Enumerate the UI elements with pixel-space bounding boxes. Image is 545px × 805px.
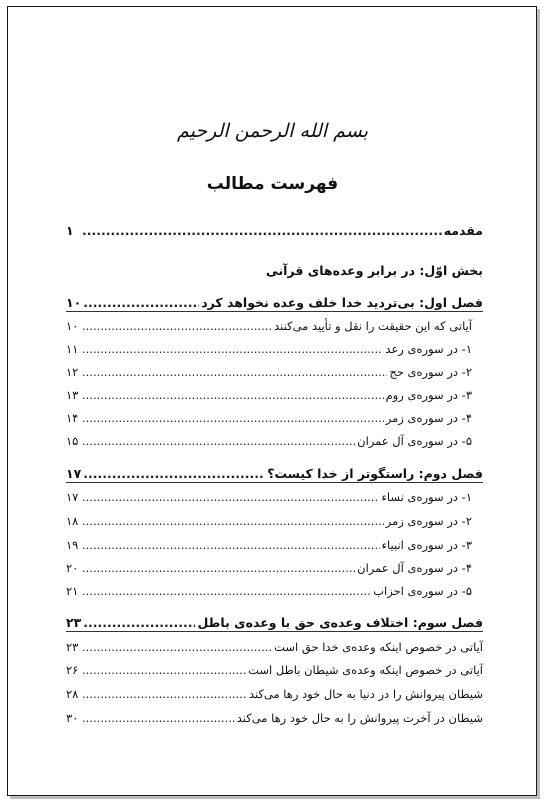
leader-dots (82, 432, 355, 450)
toc-page-number: ۱ (66, 223, 74, 238)
page-title: فهرست مطالب (206, 174, 339, 194)
toc-item-label: ۴- در سوره‌ی آل عمران (357, 561, 472, 575)
toc-item[interactable] (66, 512, 472, 530)
toc-item[interactable] (66, 685, 483, 703)
toc-item-label: آیاتی که این حقیقت را نقل و تأیید می‌کنند (274, 319, 472, 333)
toc-item-label: ۳- در سوره‌ی روم (385, 388, 472, 402)
leader-dots (82, 536, 380, 554)
toc-item[interactable] (66, 559, 472, 577)
toc-item[interactable] (66, 363, 472, 381)
toc-page-number: ۲۳ (66, 640, 79, 654)
toc-item-label: ۲- در سوره‌ی زمر (385, 514, 472, 528)
toc-item[interactable] (66, 340, 472, 358)
leader-dots (82, 661, 246, 679)
toc-page-number: ۱۰ (66, 319, 79, 333)
leader-dots (82, 317, 272, 335)
toc-page-number: ۱۸ (66, 514, 79, 528)
toc-page-number: ۱۷ (66, 490, 79, 504)
toc-page-number: ۲۰ (66, 561, 79, 575)
chapter-rule (66, 631, 483, 632)
toc-page-number: ۱۹ (66, 538, 79, 552)
leader-dots (82, 409, 384, 427)
toc-item[interactable] (66, 432, 472, 450)
toc-item-label: ۴- در سوره‌ی زمر (385, 411, 472, 425)
leader-dots (82, 638, 272, 656)
toc-item-label: ۱- در سوره‌ی رعد (385, 342, 472, 356)
toc-entry-label: فصل اول: بی‌تردید خدا خلف وعده نخواهد کرد (201, 295, 483, 310)
toc-item-label: ۵- در سوره‌ی آل عمران (357, 434, 472, 448)
toc-item-label: آیاتی در خصوص اینکه وعده‌ی شیطان باطل است (248, 663, 483, 677)
toc-entry-label: مقدمه (443, 223, 483, 238)
toc-entry-label: فصل دوم: راستگوتر از خدا کیست؟ (267, 466, 483, 481)
toc-item-label: ۱- در سوره‌ی نساء (381, 490, 472, 504)
leader-dots (83, 614, 195, 632)
toc-page-number: ۲۸ (66, 687, 79, 701)
toc-item-label: شیطان پیروانش را در دنیا به حال خود رها می‌کند (248, 687, 483, 701)
toc-item[interactable] (66, 488, 472, 506)
toc-entry-label: فصل سوم: اختلاف وعده‌ی حق با وعده‌ی باطل (197, 615, 483, 630)
leader-dots (83, 465, 265, 483)
leader-dots (82, 512, 384, 530)
leader-dots (83, 294, 199, 312)
toc-page-number: ۱۷ (66, 466, 82, 481)
toc-page-number: ۱۴ (66, 411, 79, 425)
toc-page-number: ۳۰ (66, 711, 79, 725)
toc-page-number: ۱۱ (66, 342, 79, 356)
toc-page-number: ۱۳ (66, 388, 79, 402)
leader-dots (82, 340, 383, 358)
toc-page-number: ۲۳ (66, 615, 82, 630)
toc-item[interactable] (66, 638, 483, 656)
toc-entry-intro[interactable] (66, 222, 483, 240)
chapter-rule (66, 311, 483, 312)
toc-chapter-2[interactable] (66, 465, 483, 483)
toc-item-label: ۳- در سوره‌ی انبیاء (381, 538, 472, 552)
leader-dots (82, 363, 387, 381)
toc-page-number: ۲۶ (66, 663, 79, 677)
toc-item[interactable] (66, 386, 472, 404)
toc-item-label: شیطان در آخرت پیروانش را به حال خود رها می‌کند (236, 711, 483, 725)
leader-dots (82, 386, 384, 404)
leader-dots (82, 222, 442, 240)
leader-dots (82, 582, 371, 600)
toc-item[interactable] (66, 536, 472, 554)
leader-dots (82, 685, 247, 703)
toc-page-number: ۱۵ (66, 434, 79, 448)
toc-page-number: ۱۰ (66, 295, 82, 310)
toc-item[interactable] (66, 709, 483, 727)
leader-dots (82, 488, 379, 506)
toc-page-number: ۱۲ (66, 365, 79, 379)
toc-page-number: ۲۱ (66, 584, 79, 598)
toc-item[interactable] (66, 409, 472, 427)
chapter-rule (66, 482, 483, 483)
toc-item-label: آیاتی در خصوص اینکه وعده‌ی خدا حق است (274, 640, 483, 654)
toc-chapter-3[interactable] (66, 614, 483, 632)
toc-item-label: ۲- در سوره‌ی حج (389, 365, 472, 379)
toc-item[interactable] (66, 582, 472, 600)
leader-dots (82, 559, 355, 577)
toc-chapter-1[interactable] (66, 294, 483, 312)
toc-item-label: ۵- در سوره‌ی احزاب (373, 584, 472, 598)
part-heading: بخش اوّل: در برابر وعده‌های قرآنی (265, 263, 483, 278)
toc-item[interactable] (66, 661, 483, 679)
leader-dots (82, 709, 235, 727)
toc-item[interactable] (66, 317, 472, 335)
basmala: بسم الله الرحمن الرحیم (177, 120, 368, 142)
